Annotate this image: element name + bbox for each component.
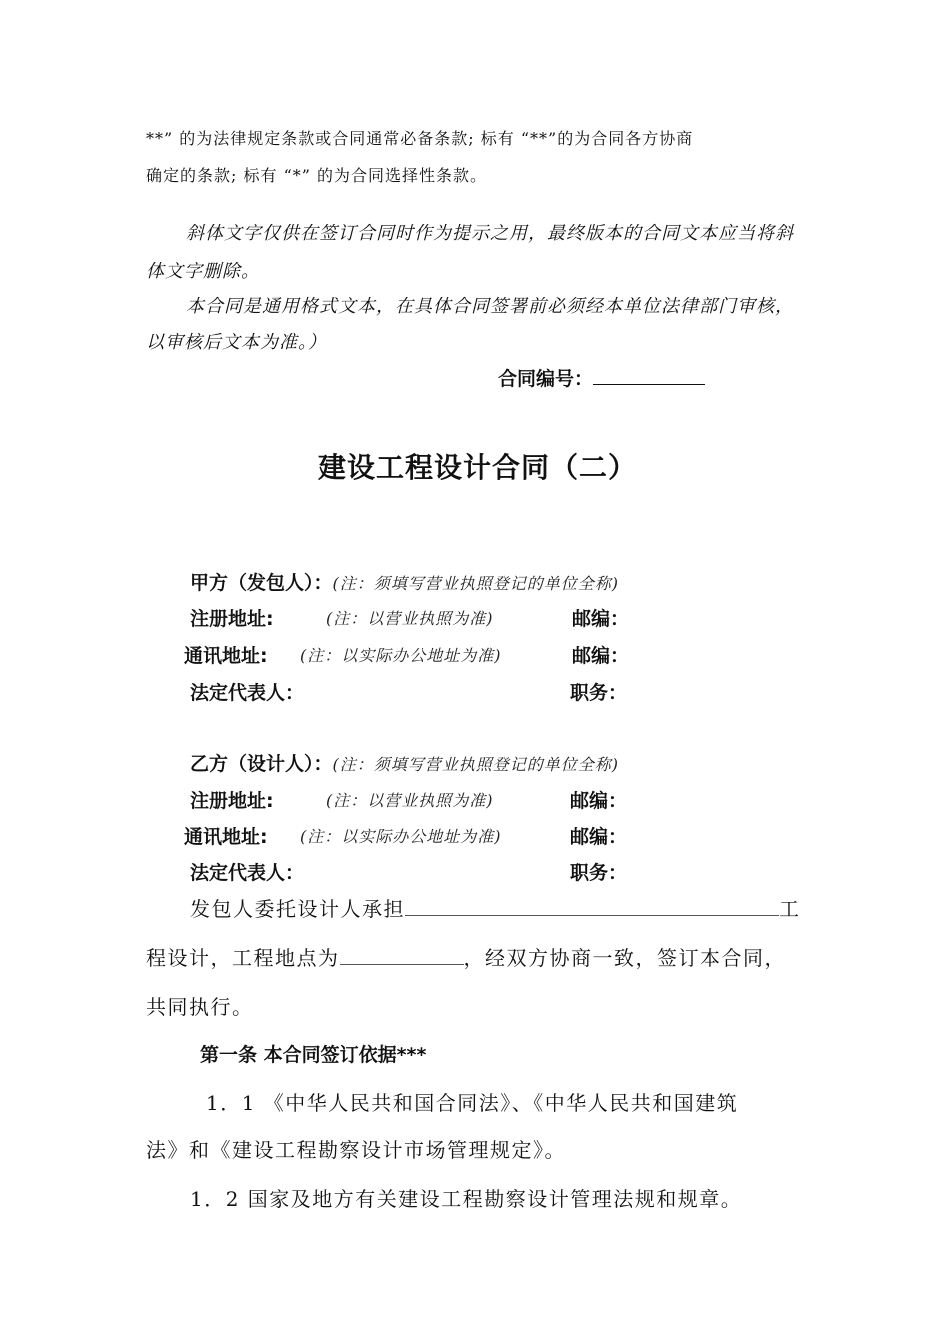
article-1-heading: 第一条 本合同签订依据*** xyxy=(200,1044,427,1066)
body-line-2-end: ，经双方协商一致，签订本合同， xyxy=(463,946,786,970)
body-line-1-text: 发包人委托设计人承担 xyxy=(190,897,405,921)
contract-number xyxy=(498,364,705,391)
body-line-2-text: 程设计，工程地点为 xyxy=(146,946,340,970)
body-line-3: 共同执行。 xyxy=(146,995,254,1019)
party-b-reg-addr-label: 注册地址: xyxy=(190,790,274,812)
body-line-1-end: 工 xyxy=(779,897,801,921)
party-b-reg-addr-hint: (注：以营业执照为准) xyxy=(326,791,494,810)
party-b-comm-addr-hint: (注：以实际办公地址为准) xyxy=(300,827,502,846)
party-b-rep-label: 法定代表人： xyxy=(190,862,305,884)
party-a-reg-addr-hint: (注：以营业执照为准) xyxy=(326,609,494,628)
party-a-name-row xyxy=(190,568,619,595)
party-a-postcode-2-label: 邮编： xyxy=(572,645,630,667)
body-line-2 xyxy=(146,942,786,971)
party-b-postcode-2-label: 邮编： xyxy=(570,826,628,848)
party-a-name-hint: (注：须填写营业执照登记的单位全称) xyxy=(332,574,620,593)
contract-number-label: 合同编号： xyxy=(498,368,594,390)
party-a-position-label: 职务： xyxy=(570,682,628,704)
party-a-reg-addr-label: 注册地址: xyxy=(190,608,274,630)
article-1-item-1-line-2: 法》和《建设工程勘察设计市场管理规定》。 xyxy=(146,1138,566,1162)
party-b-name-label: 乙方（设计人）： xyxy=(190,753,333,775)
party-a-rep-label: 法定代表人： xyxy=(190,682,305,704)
project-name-blank[interactable] xyxy=(405,897,779,916)
italic-note-line-2: 体文字删除。 xyxy=(146,261,260,282)
italic-note-line-3: 本合同是通用格式文本，在具体合同签署前必须经本单位法律部门审核， xyxy=(186,296,794,317)
party-b-comm-addr-label: 通讯地址: xyxy=(184,826,268,848)
party-b-postcode-1-label: 邮编： xyxy=(570,790,628,812)
contract-number-blank[interactable] xyxy=(593,366,705,385)
article-1-item-1-line-1: 1．1 《中华人民共和国合同法》、《中华人民共和国建筑 xyxy=(206,1091,739,1115)
italic-note-line-1: 斜体文字仅供在签订合同时作为提示之用，最终版本的合同文本应当将斜 xyxy=(186,223,794,244)
italic-note-line-4: 以审核后文本为准。） xyxy=(146,332,327,353)
party-a-name-label: 甲方（发包人）： xyxy=(190,572,333,594)
header-note-line-1: **” 的为法律规定条款或合同通常必备条款; 标有 “**”的为合同各方协商 xyxy=(146,129,694,148)
party-b-name-row xyxy=(190,749,619,776)
party-a-comm-addr-hint: (注：以实际办公地址为准) xyxy=(300,646,502,665)
article-1-item-2: 1．2 国家及地方有关建设工程勘察设计管理法规和规章。 xyxy=(190,1187,743,1211)
project-location-blank[interactable] xyxy=(340,946,464,965)
document-title: 建设工程设计合同（二） xyxy=(318,451,638,484)
party-a-postcode-1-label: 邮编： xyxy=(572,608,630,630)
body-line-1 xyxy=(190,893,801,922)
party-b-position-label: 职务： xyxy=(570,862,628,884)
party-b-name-hint: (注：须填写营业执照登记的单位全称) xyxy=(332,755,620,774)
header-note-line-2: 确定的条款; 标有 “*” 的为合同选择性条款。 xyxy=(146,166,488,185)
party-a-comm-addr-label: 通讯地址: xyxy=(184,645,268,667)
